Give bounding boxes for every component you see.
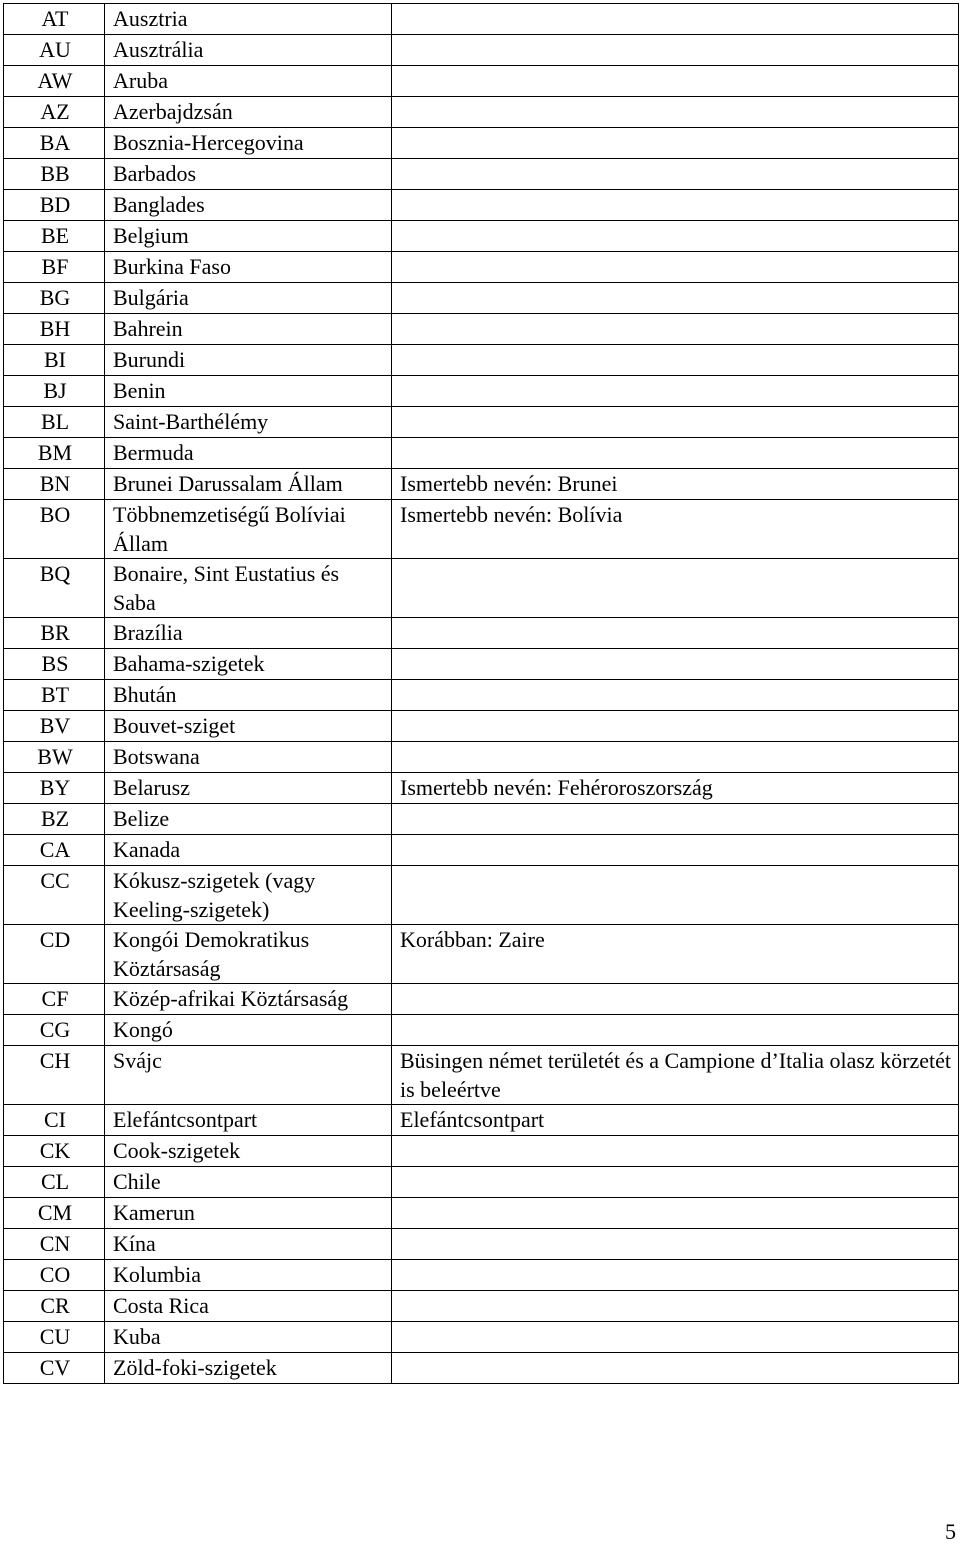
country-note-cell (392, 376, 959, 407)
country-note-cell (392, 1353, 959, 1384)
country-note-cell: Ismertebb nevén: Fehéroroszország (392, 773, 959, 804)
country-code-cell: BN (4, 469, 105, 500)
country-note-cell (392, 221, 959, 252)
table-row (4, 66, 959, 97)
table-row (4, 128, 959, 159)
table-row (4, 773, 959, 804)
page-number: 5 (945, 1519, 956, 1544)
country-name-cell: Burundi (105, 345, 392, 376)
country-code-table-body (4, 4, 959, 1384)
country-name-cell: Kanada (105, 835, 392, 866)
country-code-cell: BT (4, 680, 105, 711)
country-code-cell: CI (4, 1105, 105, 1136)
country-code-cell: AW (4, 66, 105, 97)
table-row (4, 500, 959, 559)
country-code-cell: BR (4, 618, 105, 649)
table-row (4, 1167, 959, 1198)
country-name-cell: Belgium (105, 221, 392, 252)
country-note-cell (392, 407, 959, 438)
country-code-cell: BD (4, 190, 105, 221)
country-note-cell (392, 680, 959, 711)
country-name-cell: Kongó (105, 1015, 392, 1046)
country-code-cell: BG (4, 283, 105, 314)
country-note-cell: Korábban: Zaire (392, 925, 959, 984)
country-name-cell: Bahrein (105, 314, 392, 345)
country-name-cell: Ausztria (105, 4, 392, 35)
country-name-cell: Saint-Barthélémy (105, 407, 392, 438)
table-row (4, 252, 959, 283)
country-name-cell: Svájc (105, 1046, 392, 1105)
table-row (4, 190, 959, 221)
country-name-cell: Kongói Demokratikus Köztársaság (105, 925, 392, 984)
country-note-cell: Ismertebb nevén: Bolívia (392, 500, 959, 559)
country-note-cell (392, 283, 959, 314)
country-note-cell (392, 159, 959, 190)
country-name-cell: Kamerun (105, 1198, 392, 1229)
country-code-cell: BE (4, 221, 105, 252)
country-note-cell (392, 438, 959, 469)
table-row (4, 711, 959, 742)
table-row (4, 925, 959, 984)
table-row (4, 1353, 959, 1384)
table-row (4, 1105, 959, 1136)
country-name-cell: Barbados (105, 159, 392, 190)
country-name-cell: Bermuda (105, 438, 392, 469)
country-note-cell (392, 804, 959, 835)
country-note-cell (392, 1291, 959, 1322)
table-row (4, 804, 959, 835)
country-note-cell (392, 35, 959, 66)
country-code-cell: BH (4, 314, 105, 345)
country-code-cell: BL (4, 407, 105, 438)
country-name-cell: Bahama-szigetek (105, 649, 392, 680)
country-code-cell: AU (4, 35, 105, 66)
country-code-cell: BA (4, 128, 105, 159)
country-name-cell: Kolumbia (105, 1260, 392, 1291)
table-row (4, 438, 959, 469)
table-row (4, 159, 959, 190)
country-note-cell (392, 345, 959, 376)
table-row (4, 1015, 959, 1046)
country-name-cell: Bhután (105, 680, 392, 711)
country-name-cell: Burkina Faso (105, 252, 392, 283)
table-row (4, 680, 959, 711)
country-name-cell: Kuba (105, 1322, 392, 1353)
country-name-cell: Közép-afrikai Köztársaság (105, 984, 392, 1015)
country-code-cell: CA (4, 835, 105, 866)
country-code-cell: CG (4, 1015, 105, 1046)
country-name-cell: Bonaire, Sint Eustatius és Saba (105, 559, 392, 618)
country-name-cell: Botswana (105, 742, 392, 773)
country-code-table (3, 3, 959, 1384)
country-note-cell (392, 1015, 959, 1046)
table-row (4, 1260, 959, 1291)
country-code-cell: BM (4, 438, 105, 469)
table-row (4, 866, 959, 925)
country-code-cell: BW (4, 742, 105, 773)
country-note-cell: Ismertebb nevén: Brunei (392, 469, 959, 500)
table-row (4, 1046, 959, 1105)
table-row (4, 376, 959, 407)
table-row (4, 407, 959, 438)
country-name-cell: Ausztrália (105, 35, 392, 66)
country-note-cell (392, 314, 959, 345)
country-code-cell: CD (4, 925, 105, 984)
country-code-cell: CK (4, 1136, 105, 1167)
country-code-cell: CL (4, 1167, 105, 1198)
country-name-cell: Cook-szigetek (105, 1136, 392, 1167)
country-note-cell (392, 649, 959, 680)
country-name-cell: Aruba (105, 66, 392, 97)
country-note-cell (392, 1136, 959, 1167)
country-note-cell: Elefántcsontpart (392, 1105, 959, 1136)
country-code-cell: BZ (4, 804, 105, 835)
country-note-cell (392, 1322, 959, 1353)
country-note-cell (392, 97, 959, 128)
table-row (4, 1198, 959, 1229)
country-note-cell (392, 128, 959, 159)
table-row (4, 649, 959, 680)
country-note-cell (392, 742, 959, 773)
country-code-cell: CH (4, 1046, 105, 1105)
country-code-cell: BO (4, 500, 105, 559)
country-code-cell: BY (4, 773, 105, 804)
country-note-cell (392, 4, 959, 35)
country-code-cell: BI (4, 345, 105, 376)
country-name-cell: Elefántcsontpart (105, 1105, 392, 1136)
table-row (4, 97, 959, 128)
country-note-cell (392, 711, 959, 742)
country-note-cell (392, 66, 959, 97)
country-note-cell (392, 252, 959, 283)
table-row (4, 35, 959, 66)
country-name-cell: Belize (105, 804, 392, 835)
country-name-cell: Belarusz (105, 773, 392, 804)
country-code-cell: CN (4, 1229, 105, 1260)
country-name-cell: Kína (105, 1229, 392, 1260)
table-row (4, 283, 959, 314)
country-code-cell: BF (4, 252, 105, 283)
country-code-cell: CV (4, 1353, 105, 1384)
country-note-cell (392, 1260, 959, 1291)
country-code-cell: CU (4, 1322, 105, 1353)
table-row (4, 221, 959, 252)
country-note-cell (392, 190, 959, 221)
country-note-cell (392, 835, 959, 866)
country-name-cell: Többnemzetiségű Bolíviai Állam (105, 500, 392, 559)
country-code-cell: CC (4, 866, 105, 925)
country-name-cell: Banglades (105, 190, 392, 221)
country-name-cell: Zöld-foki-szigetek (105, 1353, 392, 1384)
country-name-cell: Costa Rica (105, 1291, 392, 1322)
table-row (4, 4, 959, 35)
country-note-cell (392, 1229, 959, 1260)
country-note-cell (392, 559, 959, 618)
country-code-cell: CO (4, 1260, 105, 1291)
country-name-cell: Chile (105, 1167, 392, 1198)
country-code-cell: CF (4, 984, 105, 1015)
table-row (4, 1291, 959, 1322)
table-row (4, 1136, 959, 1167)
table-row (4, 984, 959, 1015)
country-code-cell: CR (4, 1291, 105, 1322)
country-code-cell: CM (4, 1198, 105, 1229)
table-row (4, 559, 959, 618)
table-row (4, 1229, 959, 1260)
country-name-cell: Kókusz-szigetek (vagy Keeling-szigetek) (105, 866, 392, 925)
country-code-cell: BQ (4, 559, 105, 618)
country-note-cell (392, 866, 959, 925)
country-name-cell: Brunei Darussalam Állam (105, 469, 392, 500)
table-row (4, 314, 959, 345)
country-name-cell: Bulgária (105, 283, 392, 314)
country-name-cell: Bouvet-sziget (105, 711, 392, 742)
country-name-cell: Brazília (105, 618, 392, 649)
country-code-cell: BV (4, 711, 105, 742)
table-row (4, 618, 959, 649)
country-code-cell: AT (4, 4, 105, 35)
table-row (4, 835, 959, 866)
country-note-cell (392, 984, 959, 1015)
country-code-cell: BJ (4, 376, 105, 407)
table-row (4, 345, 959, 376)
country-note-cell (392, 618, 959, 649)
country-note-cell: Büsingen német területét és a Campione d’Italia olasz körzetét is beleértve (392, 1046, 959, 1105)
country-note-cell (392, 1167, 959, 1198)
table-row (4, 469, 959, 500)
country-name-cell: Benin (105, 376, 392, 407)
country-code-cell: BB (4, 159, 105, 190)
country-note-cell (392, 1198, 959, 1229)
country-name-cell: Bosznia-Hercegovina (105, 128, 392, 159)
country-code-cell: AZ (4, 97, 105, 128)
table-row (4, 742, 959, 773)
country-code-cell: BS (4, 649, 105, 680)
table-row (4, 1322, 959, 1353)
country-name-cell: Azerbajdzsán (105, 97, 392, 128)
